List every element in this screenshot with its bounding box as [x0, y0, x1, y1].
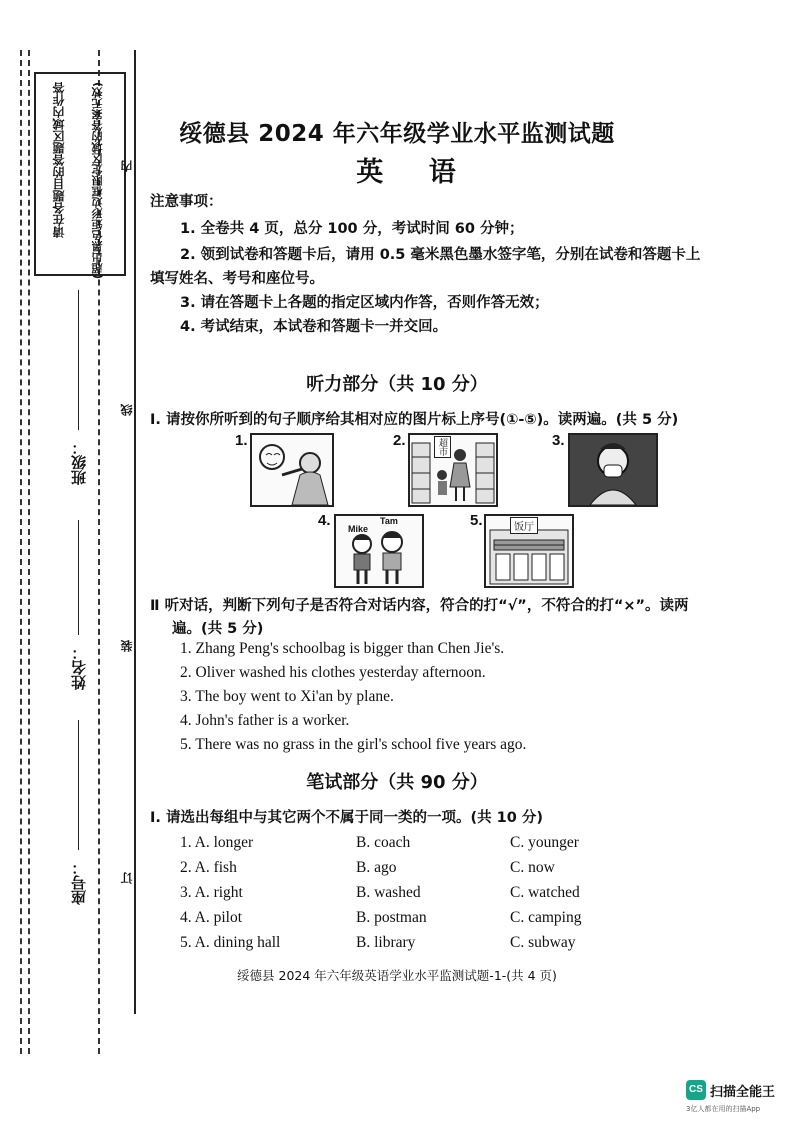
judgement-item: 2. Oliver washed his clothes yesterday afternoon. [180, 664, 486, 681]
headache-man-icon [250, 433, 334, 507]
option-a: 3. A. right [180, 884, 243, 901]
binding-border [134, 50, 136, 1014]
option-a: 1. A. longer [180, 834, 254, 851]
page-footer: 绥德县 2024 年六年级英语学业水平监测试题-1-(共 4 页) [237, 968, 557, 983]
scanner-watermark [686, 1080, 786, 1120]
option-c: C. subway [510, 934, 576, 951]
listening-part1-instruction: Ⅰ. 请按你所听到的句子顺序给其相对应的图片标上序号(①-⑤)。读两遍。(共 5 分) [150, 412, 679, 428]
notes-heading: 注意事项： [150, 194, 223, 210]
picture-number: 3. [552, 432, 565, 449]
judgement-item: 5. There was no grass in the girl's school five years ago. [180, 736, 527, 753]
class-label: 班级： [70, 440, 88, 485]
cut-line-outer [20, 50, 22, 1054]
option-b: B. ago [356, 859, 397, 876]
option-c: C. watched [510, 884, 580, 901]
subject-title: 英 语 [356, 157, 474, 188]
picture-number: 2. [393, 432, 406, 449]
note-item: 填写姓名、考号和座位号。 [150, 271, 324, 287]
name-field[interactable] [78, 520, 79, 635]
option-a: 5. A. dining hall [180, 934, 281, 951]
answer-area-notice: 请在各题目的答题区域内作答 [52, 82, 66, 238]
exam-title: 绥德县 2024 年六年级学业水平监测试题 [179, 121, 615, 147]
option-c: C. now [510, 859, 555, 876]
option-b: B. library [356, 934, 416, 951]
supermarket-sign: 超市 [434, 436, 451, 458]
listening-part2-instruction: Ⅱ 听对话，判断下列句子是否符合对话内容，符合的打“√”，不符合的打“×”。读两 [150, 598, 689, 614]
kid-name-mike: Mike [348, 524, 369, 534]
picture-number: 4. [318, 512, 331, 529]
listening-part2-instruction-cont: 遍。(共 5 分) [172, 621, 264, 637]
option-c: C. younger [510, 834, 579, 851]
judgement-item: 1. Zhang Peng's schoolbag is bigger than Chen Jie's. [180, 640, 505, 657]
option-b: B. coach [356, 834, 411, 851]
note-item: 4. 考试结束，本试卷和答题卡一并交回。 [180, 319, 448, 335]
cut-line-outer-2 [28, 50, 30, 1054]
class-field[interactable] [78, 290, 79, 430]
option-b: B. postman [356, 909, 427, 926]
seat-label: 座号： [70, 860, 88, 905]
judgement-item: 3. The boy went to Xi'an by plane. [180, 688, 394, 705]
option-a: 4. A. pilot [180, 909, 243, 926]
note-item: 2. 领到试卷和答题卡后，请用 0.5 毫米黑色墨水签字笔，分别在试卷和答题卡上 [180, 247, 701, 263]
camscanner-logo-icon: CS [686, 1080, 706, 1100]
cut-mark-ding: 线 [120, 404, 134, 416]
two-kids-icon [334, 514, 424, 588]
answer-area-notice-sub: (超出黑色矩形边框限定区域的答案无效) [91, 82, 104, 280]
restaurant-sign: 饭厅 [510, 517, 538, 534]
restaurant-icon [484, 514, 574, 588]
sneezing-man-icon [568, 433, 658, 507]
note-item: 1. 全卷共 4 页，总分 100 分，考试时间 60 分钟； [180, 221, 524, 237]
name-label: 姓名： [70, 645, 88, 690]
kid-name-tam: Tam [380, 516, 398, 526]
picture-number: 5. [470, 512, 483, 529]
note-item: 3. 请在答题卡上各题的指定区域内作答，否则作答无效； [180, 295, 549, 311]
writing-part1-instruction: Ⅰ. 请选出每组中与其它两个不属于同一类的一项。(共 10 分) [150, 810, 543, 826]
writing-section-title: 笔试部分（共 90 分） [306, 772, 488, 793]
cut-mark-xian: 装 [120, 640, 134, 652]
supermarket-icon [408, 433, 498, 507]
judgement-item: 4. John's father is a worker. [180, 712, 350, 729]
listening-section-title: 听力部分（共 10 分） [306, 374, 488, 395]
option-b: B. washed [356, 884, 421, 901]
option-a: 2. A. fish [180, 859, 237, 876]
cut-mark-nei: 订 [120, 872, 134, 884]
cut-mark-zhuang: 内 [120, 160, 134, 172]
picture-number: 1. [235, 432, 248, 449]
scanner-app-name: 扫描全能王 [710, 1085, 776, 1100]
scanner-slogan: 3亿人都在用的扫描App [686, 1105, 761, 1113]
option-c: C. camping [510, 909, 582, 926]
